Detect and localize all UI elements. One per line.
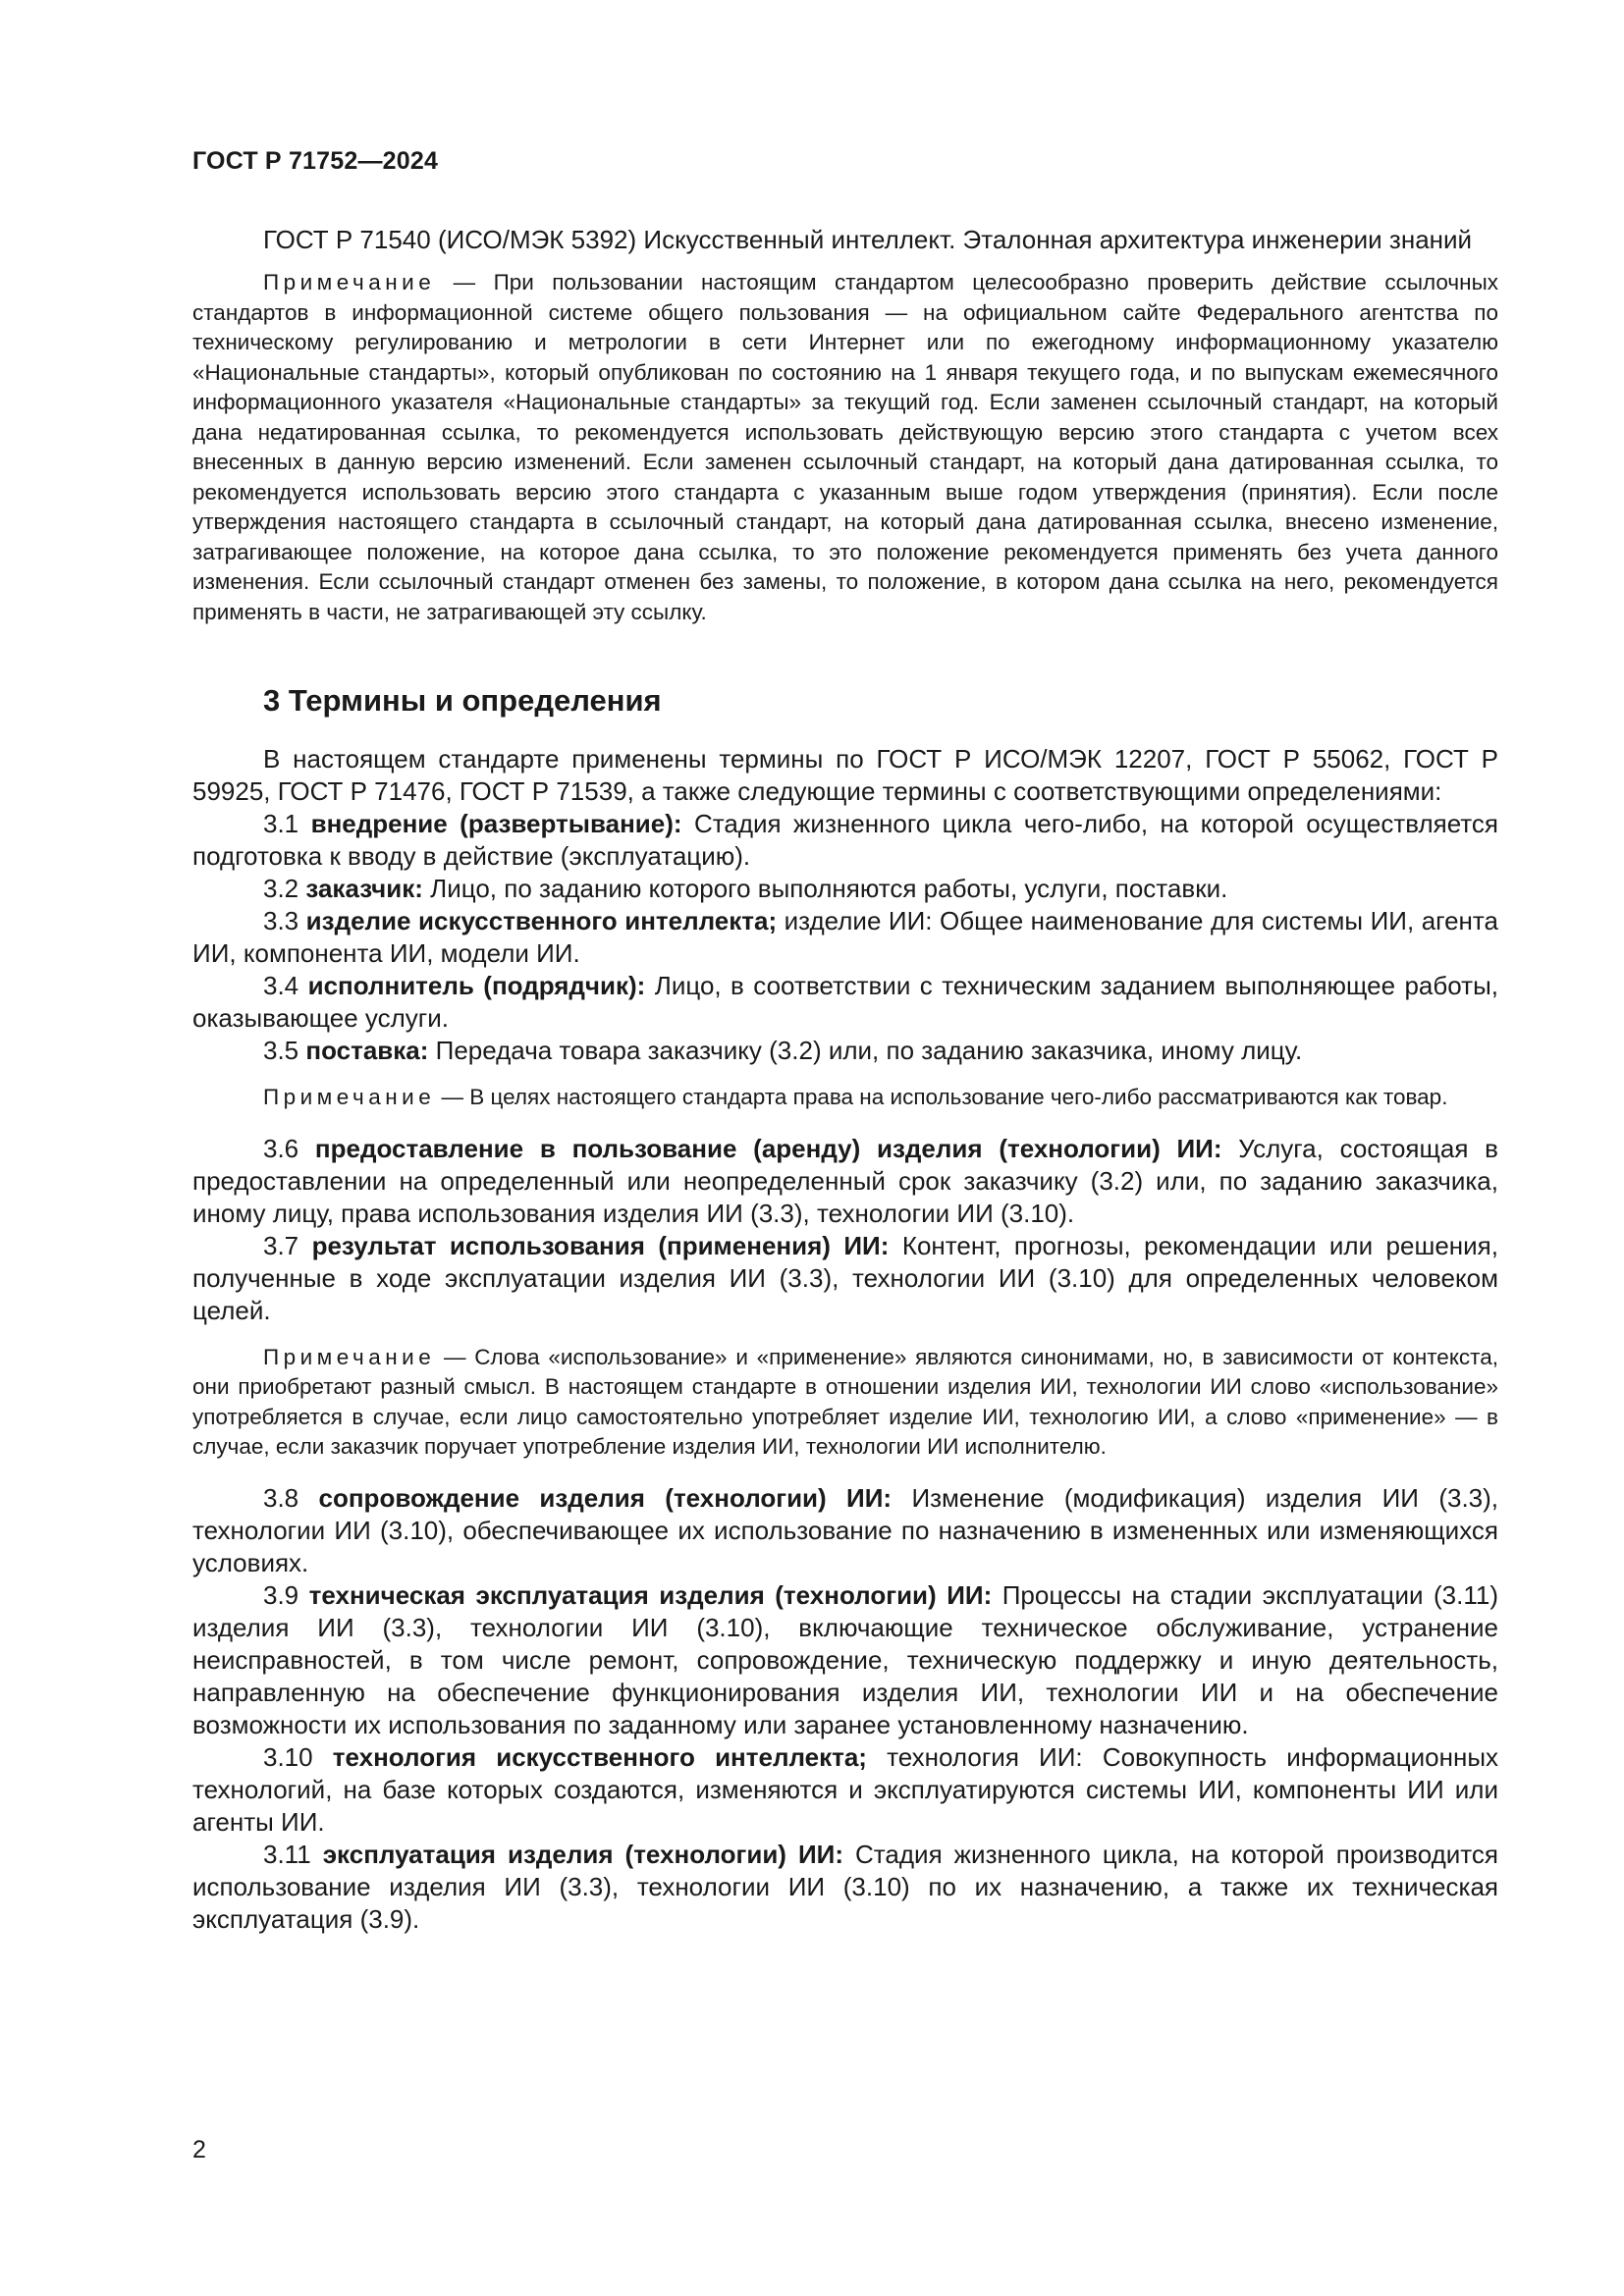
section-intro: В настоящем стандарте применены термины по ГОСТ Р ИСО/МЭК 12207, ГОСТ Р 55062, ГОСТ Р 59925, ГОСТ Р 71476, ГОСТ Р 71539, а также следующие термины с соответствующими определениями:	[192, 744, 1498, 806]
term-name: сопровождение изделия (технологии) ИИ:	[318, 1482, 893, 1513]
term-definition: Стадия жизненного цикла чего-либо, на которой осуществляется подготовка к вводу в действие (эксплуатацию).	[192, 809, 1498, 871]
term-definition: Изменение (модификация) изделия ИИ (3.3), технологии ИИ (3.10), обеспечивающее их использование по назначению в измененных или изменяющихся условиях.	[192, 1482, 1499, 1577]
note-label: Примечание	[263, 270, 436, 294]
term-definition: Услуга, состоящая в предоставлении на определенный или неопределенный срок заказчику (3.2) или, по заданию заказчика, иному лицу, права использования изделия ИИ (3.3), технологии ИИ (3.10).	[192, 1133, 1498, 1228]
section-title: 3 Термины и определения	[263, 683, 662, 718]
note-usage: Примечание — Слова «использование» и «применение» являются синонимами, но, в зависимости от контекста, они приобретают разный смысл. В настоящем стандарте в отношении изделия ИИ, технологии ИИ слово «использование» употребляется в случае, если лицо самостоятельно употребляет изделие ИИ, технологию ИИ, а слово «применение» — в случае, если заказчик поручает употребление изделия ИИ, технологии ИИ исполнителю.	[192, 1344, 1498, 1459]
term-name: результат использования (применения) ИИ:	[311, 1230, 890, 1260]
page-content	[192, 224, 1498, 1936]
term-definition: изделие ИИ: Общее наименование для системы ИИ, агента ИИ, компонента ИИ, модели ИИ.	[192, 906, 1498, 968]
term-entry: 3.9 техническая эксплуатация изделия (технологии) ИИ: Процессы на стадии эксплуатации (3.11) изделия ИИ (3.3), технологии ИИ (3.10), включающие техническое обслуживание, устранение неисправностей, в том числе ремонт, сопровождение, техническую поддержку и иную деятельность, направленную на обеспечение функционирования изделия ИИ, технологии ИИ и на обеспечение возможности их использования по заданному или заранее установленному назначению.	[192, 1579, 1498, 1739]
term-name: изделие искусственного интеллекта;	[305, 906, 778, 935]
normative-reference: ГОСТ Р 71540 (ИСО/МЭК 5392) Искусственный интеллект. Эталонная архитектура инженерии знаний	[263, 225, 1473, 254]
term-name: поставка:	[305, 1036, 429, 1065]
term-name: эксплуатация изделия (технологии) ИИ:	[322, 1839, 844, 1869]
term-entry: 3.3 изделие искусственного интеллекта; изделие ИИ: Общее наименование для системы ИИ, агента ИИ, компонента ИИ, модели ИИ.	[192, 906, 1498, 968]
term-entry: 3.2 заказчик: Лицо, по заданию которого выполняются работы, услуги, поставки.	[263, 874, 1228, 903]
term-definition: Процессы на стадии эксплуатации (3.11) изделия ИИ (3.3), технологии ИИ (3.10), включающие техническое обслуживание, устранение неисправностей, в том числе ремонт, сопровождение, техническую поддержку и иную деятельность, направленную на обеспечение функционирования изделия ИИ, технологии ИИ и на обеспечение возможности их использования по заданному или заранее установленному назначению.	[192, 1579, 1498, 1739]
term-entry: 3.4 исполнитель (подрядчик): Лицо, в соответствии с техническим заданием выполняющее работы, оказывающее услуги.	[192, 971, 1498, 1033]
term-definition: Лицо, в соответствии с техническим заданием выполняющее работы, оказывающее услуги.	[192, 971, 1498, 1033]
term-definition: технология ИИ: Совокупность информационных технологий, на базе которых создаются, изменяются и эксплуатируются системы ИИ, компоненты ИИ или агенты ИИ.	[192, 1741, 1499, 1837]
term-name: заказчик:	[305, 874, 423, 903]
term-name: техническая эксплуатация изделия (технологии) ИИ:	[308, 1579, 993, 1610]
note-label: Примечание	[263, 1344, 436, 1369]
term-name: технология искусственного интеллекта;	[332, 1741, 867, 1772]
term-entry: 3.10 технология искусственного интеллекта; технология ИИ: Совокупность информационных технологий, на базе которых создаются, изменяются и эксплуатируются системы ИИ, компоненты ИИ или агенты ИИ.	[192, 1741, 1499, 1837]
note-references: Примечание — При пользовании настоящим стандартом целесообразно проверить действие ссылочных стандартов в информационной системе общего пользования — на официальном сайте Федерального агентства по техническому регулированию и метрологии в сети Интернет или по ежегодному информационному указателю «Национальные стандарты», который опубликован по состоянию на 1 января текущего года, и по выпускам ежемесячного информационного указателя «Национальные стандарты» за текущий год. Если заменен ссылочный стандарт, на который дана недатированная ссылка, то рекомендуется использовать действующую версию этого стандарта с учетом всех внесенных в данную версию изменений. Если заменен ссылочный стандарт, на который дана датированная ссылка, то рекомендуется использовать версию этого стандарта с указанным выше годом утверждения (принятия). Если после утверждения настоящего стандарта в ссылочный стандарт, на который дана датированная ссылка, внесено изменение, затрагивающее положение, на которое дана ссылка, то это положение рекомендуется применять без учета данного изменения. Если ссылочный стандарт отменен без замены, то положение, в котором дана ссылка на него, рекомендуется применять в части, не затрагивающей эту ссылку.	[192, 270, 1498, 624]
term-definition: Лицо, по заданию которого выполняются работы, услуги, поставки.	[430, 874, 1228, 903]
term-entry: 3.11 эксплуатация изделия (технологии) ИИ: Стадия жизненного цикла, на которой производится использование изделия ИИ (3.3), технологии ИИ (3.10) по их назначению, а также их техническая эксплуатация (3.9).	[192, 1839, 1498, 1934]
term-name: внедрение (развертывание):	[310, 809, 682, 838]
term-entry: 3.5 поставка: Передача товара заказчику (3.2) или, по заданию заказчика, иному лицу.	[263, 1036, 1303, 1065]
document-header: ГОСТ Р 71752—2024	[192, 147, 439, 175]
term-definition: Передача товара заказчику (3.2) или, по заданию заказчика, иному лицу.	[435, 1036, 1303, 1065]
term-entry: 3.8 сопровождение изделия (технологии) ИИ: Изменение (модификация) изделия ИИ (3.3), технологии ИИ (3.10), обеспечивающее их использование по назначению в измененных или изменяющихся условиях.	[192, 1482, 1499, 1577]
page-number: 2	[192, 2136, 206, 2163]
note-text: Слова «использование» и «применение» являются синонимами, но, в зависимости от контекста, они приобретают разный смысл. В настоящем стандарте в отношении изделия ИИ, технологии ИИ слово «использование» употребляется в случае, если лицо самостоятельно употребляет изделие ИИ, технологию ИИ, а слово «применение» — в случае, если заказчик поручает употребление изделия ИИ, технологии ИИ исполнителю.	[192, 1344, 1498, 1459]
note-text: При пользовании настоящим стандартом целесообразно проверить действие ссылочных стандартов в информационной системе общего пользования — на официальном сайте Федерального агентства по техническому регулированию и метрологии в сети Интернет или по ежегодному информационному указателю «Национальные стандарты», который опубликован по состоянию на 1 января текущего года, и по выпускам ежемесячного информационного указателя «Национальные стандарты» за текущий год. Если заменен ссылочный стандарт, на который дана недатированная ссылка, то рекомендуется использовать действующую версию этого стандарта с учетом всех внесенных в данную версию изменений. Если заменен ссылочный стандарт, на который дана датированная ссылка, то рекомендуется использовать версию этого стандарта с указанным выше годом утверждения (принятия). Если после утверждения настоящего стандарта в ссылочный стандарт, на который дана датированная ссылка, внесено изменение, затрагивающее положение, на которое дана ссылка, то это положение рекомендуется применять без учета данного изменения. Если ссылочный стандарт отменен без замены, то положение, в котором дана ссылка на него, рекомендуется применять в части, не затрагивающей эту ссылку.	[192, 270, 1498, 624]
term-definition: Контент, прогнозы, рекомендации или решения, полученные в ходе эксплуатации изделия ИИ (3.3), технологии ИИ (3.10) для определенных человеком целей.	[192, 1230, 1498, 1325]
term-entry: 3.6 предоставление в пользование (аренду) изделия (технологии) ИИ: Услуга, состоящая в предоставлении на определенный или неопределенный срок заказчику (3.2) или, по заданию заказчика, иному лицу, права использования изделия ИИ (3.3), технологии ИИ (3.10).	[192, 1133, 1498, 1228]
note-text: В целях настоящего стандарта права на использование чего-либо рассматриваются как товар.	[469, 1085, 1448, 1109]
term-name: исполнитель (подрядчик):	[307, 971, 646, 1000]
term-entry: 3.1 внедрение (развертывание): Стадия жизненного цикла чего-либо, на которой осуществляется подготовка к вводу в действие (эксплуатацию).	[192, 809, 1498, 871]
term-entry: 3.7 результат использования (применения) ИИ: Контент, прогнозы, рекомендации или решения, полученные в ходе эксплуатации изделия ИИ (3.3), технологии ИИ (3.10) для определенных человеком целей.	[192, 1230, 1498, 1325]
note-label: Примечание	[263, 1085, 436, 1109]
term-name: предоставление в пользование (аренду) изделия (технологии) ИИ:	[314, 1133, 1222, 1163]
term-definition: Стадия жизненного цикла, на которой производится использование изделия ИИ (3.3), технологии ИИ (3.10) по их назначению, а также их техническая эксплуатация (3.9).	[192, 1839, 1498, 1934]
note-goods: Примечание — В целях настоящего стандарта права на использование чего-либо рассматриваются как товар.	[263, 1085, 1448, 1109]
